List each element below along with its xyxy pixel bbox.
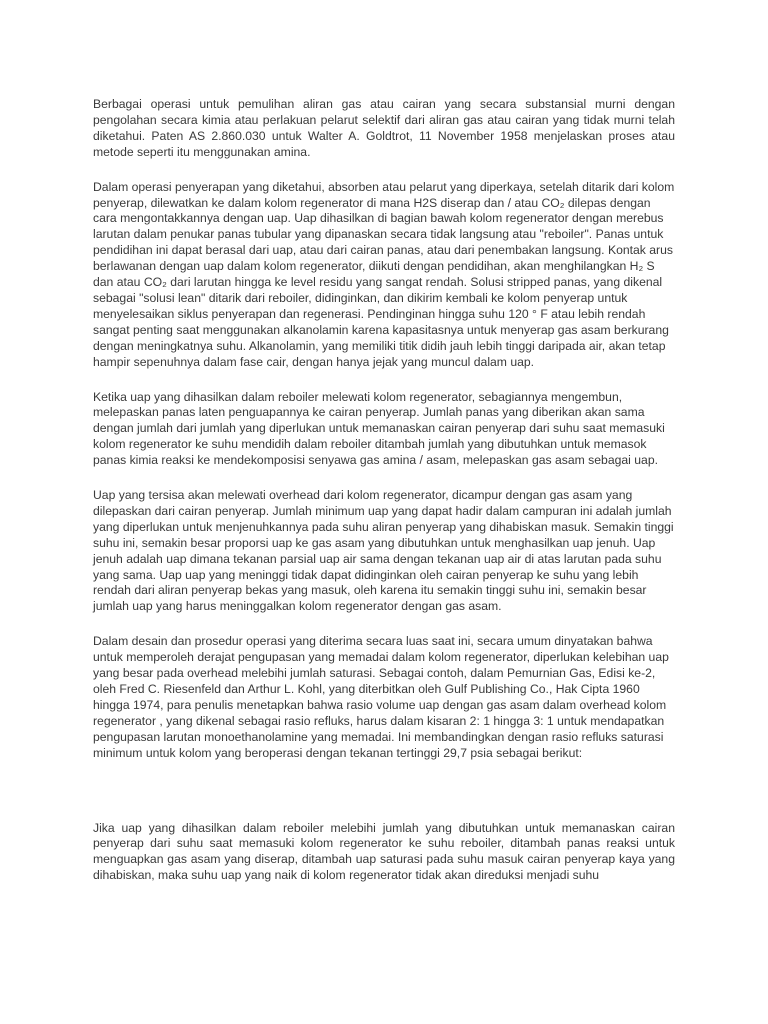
paragraph-3: Ketika uap yang dihasilkan dalam reboiler melewati kolom regenerator, sebagiannya mengembun, melepaskan panas laten penguapannya ke cairan penyerap. Jumlah panas yang diberikan akan sama dengan jumlah dari jumlah yang diperlukan untuk memanaskan cairan penyerap dari suhu saat memasuki kolom regenerator ke suhu mendidih dalam reboiler ditambah jumlah yang dibutuhkan untuk memasok panas kimia reaksi ke mendekomposisi senyawa gas amina / asam, melepaskan gas asam sebagai uap. xyxy=(93,389,665,468)
paragraph-4: Uap yang tersisa akan melewati overhead dari kolom regenerator, dicampur dengan gas asam yang dilepaskan dari cairan penyerap. Jumlah minimum uap yang dapat hadir dalam campuran ini adalah jumlah yang diperlukan untuk menjenuhkannya pada suhu aliran penyerap yang dihabiskan masuk. Semakin tinggi suhu ini, semakin besar proporsi uap ke gas asam yang dibutuhkan untuk menghasilkan uap jenuh. Uap jenuh adalah uap dimana tekanan parsial uap air sama dengan tekanan uap air di atas larutan pada suhu yang sama. Uap uap yang meninggi tidak dapat didinginkan oleh cairan penyerap ke suhu yang lebih rendah dari aliran penyerap bekas yang masuk, oleh karena itu semakin tinggi suhu ini, semakin besar jumlah uap yang harus meninggalkan kolom regenerator dengan gas asam. xyxy=(93,488,674,614)
paragraph-2: Dalam operasi penyerapan yang diketahui, absorben atau pelarut yang diperkaya, setelah ditarik dari kolom penyerap, dilewatkan ke dalam kolom regenerator di mana H2S diserap dan / atau CO₂ dilepas dengan cara mengontakkannya dengan uap. Uap dihasilkan di bagian bawah kolom regenerator dengan merebus larutan dalam penukar panas tubular yang dipanaskan secara tidak langsung atau "reboiler". Panas untuk pendidihan ini dapat berasal dari uap, atau dari cairan panas, atau dari penembakan langsung. Kontak arus berlawanan dengan uap dalam kolom regenerator, diikuti dengan pendidihan, akan menghilangkan H₂ S dan atau CO₂ dari larutan hingga ke level residu yang sangat rendah. Solusi stripped panas, yang dikenal sebagai "solusi lean" ditarik dari reboiler, didinginkan, dan dikirim kembali ke kolom penyerap untuk menyelesaikan siklus penyerapan dan regenerasi. Pendinginan hingga suhu 120 ° F atau lebih rendah sangat penting saat menggunakan alkanolamin karena kapasitasnya untuk menyerap gas asam berkurang dengan meningkatnya suhu. Alkanolamin, yang memiliki titik didih jauh lebih tinggi daripada air, akan tetap hampir sepenuhnya dalam fase cair, dengan hanya jejak yang muncul dalam uap. xyxy=(93,179,675,369)
blank-space xyxy=(93,781,675,821)
paragraph-6: Jika uap yang dihasilkan dalam reboiler melebihi jumlah yang dibutuhkan untuk memanaskan cairan penyerap dari suhu saat memasuki kolom regenerator ke suhu reboiler, ditambah panas reaksi untuk menguapkan gas asam yang diserap, ditambah uap saturasi pada suhu masuk cairan penyerap kaya yang dihabiskan, maka suhu uap yang naik di kolom regenerator tidak akan direduksi menjadi suhu xyxy=(93,820,675,883)
document-body xyxy=(93,97,675,884)
paragraph-1: Berbagai operasi untuk pemulihan aliran gas atau cairan yang secara substansial murni dengan pengolahan secara kimia atau perlakuan pelarut selektif dari aliran gas atau cairan yang tidak murni telah diketahui. Paten AS 2.860.030 untuk Walter A. Goldtrot, 11 November 1958 menjelaskan proses atau metode seperti itu menggunakan amina. xyxy=(93,97,675,159)
paragraph-5: Dalam desain dan prosedur operasi yang diterima secara luas saat ini, secara umum dinyatakan bahwa untuk memperoleh derajat pengupasan yang memadai dalam kolom regenerator, diperlukan kelebihan uap yang besar pada overhead melebihi jumlah saturasi. Sebagai contoh, dalam Pemurnian Gas, Edisi ke-2, oleh Fred C. Riesenfeld dan Arthur L. Kohl, yang diterbitkan oleh Gulf Publishing Co., Hak Cipta 1960 hingga 1974, para penulis menetapkan bahwa rasio volume uap dengan gas asam dalam overhead kolom regenerator , yang dikenal sebagai rasio refluks, harus dalam kisaran 2: 1 hingga 3: 1 untuk mendapatkan pengupasan larutan monoethanolamine yang memadai. Ini membandingkan dengan rasio refluks saturasi minimum untuk kolom yang beroperasi dengan tekanan tertinggi 29,7 psia sebagai berikut: xyxy=(93,634,669,760)
